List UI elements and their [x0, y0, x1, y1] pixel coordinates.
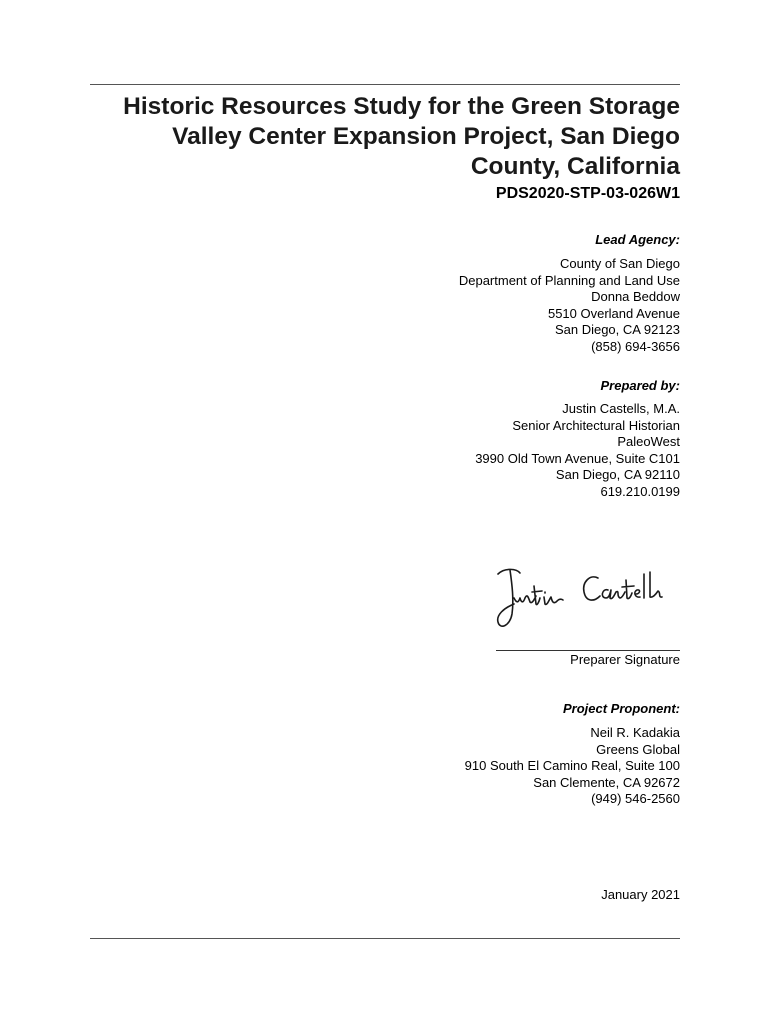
project-proponent-address — [465, 725, 680, 808]
lead-agency-address — [459, 256, 680, 355]
address-line: (949) 546-2560 — [591, 791, 680, 806]
title-line: Valley Center Expansion Project, San Diego — [172, 123, 680, 150]
lead-agency-heading: Lead Agency: — [595, 232, 680, 247]
address-line: County of San Diego — [560, 256, 680, 271]
address-line: Senior Architectural Historian — [512, 417, 680, 433]
address-line: Neil R. Kadakia — [590, 725, 680, 740]
address-line: Department of Planning and Land Use — [458, 272, 680, 288]
address-line: 5510 Overland Avenue — [547, 305, 680, 321]
prepared-by-address — [475, 401, 680, 500]
signature-label: Preparer Signature — [570, 652, 680, 667]
signature-stroke — [498, 570, 514, 626]
document-number: PDS2020-STP-03-026W1 — [495, 185, 680, 202]
signature-stroke — [498, 569, 520, 574]
signature-stroke — [602, 572, 662, 599]
prepared-by-heading: Prepared by: — [600, 378, 680, 393]
address-line: 3990 Old Town Avenue, Suite C101 — [475, 450, 680, 466]
address-line: 910 South El Camino Real, Suite 100 — [464, 758, 680, 773]
address-line: Justin Castells, M.A. — [562, 401, 680, 416]
title-line: County, California — [470, 153, 680, 180]
signature-stroke — [584, 577, 600, 600]
address-line: San Diego, CA 92123 — [554, 322, 680, 337]
document-title — [80, 92, 680, 182]
address-line: Donna Beddow — [591, 289, 680, 304]
handwritten-signature — [490, 560, 690, 640]
signature-line — [496, 650, 680, 651]
address-line: PaleoWest — [617, 434, 680, 449]
project-proponent-heading: Project Proponent: — [562, 701, 680, 716]
top-rule — [90, 84, 680, 85]
address-line: 619.210.0199 — [600, 483, 680, 499]
bottom-rule — [90, 938, 680, 939]
address-line: San Diego, CA 92110 — [555, 467, 680, 482]
signature-stroke — [514, 586, 563, 605]
title-line: Historic Resources Study for the Green Storage — [123, 93, 680, 120]
address-line: Greens Global — [596, 741, 680, 757]
address-line: San Clemente, CA 92672 — [533, 774, 680, 790]
address-line: (858) 694-3656 — [591, 338, 680, 354]
document-date: January 2021 — [601, 887, 680, 902]
